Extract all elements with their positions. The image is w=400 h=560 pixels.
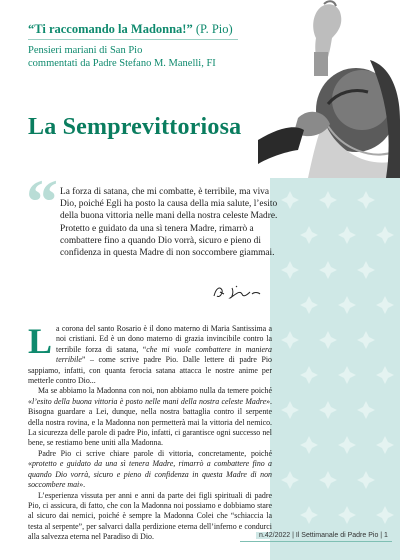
padre-pio-photo <box>258 0 400 178</box>
signature-icon <box>210 282 270 302</box>
quote-mark-icon: “ <box>26 166 58 237</box>
paragraph-1-end: ” – come scrive padre Pio. Dalle lettere di padre Pio sappiamo, infatti, con quanta ferocia satana attacca le nostre anime per metterle contro Dio... <box>28 355 272 386</box>
paragraph-3-end: ». <box>79 480 86 490</box>
paragraph-2-emphasis: l’esito della buona vittoria è posto nelle mani della nostra celeste Madre <box>31 396 267 406</box>
header-subtitle <box>28 44 258 70</box>
intro-quote: La forza di satana, che mi combatte, è terribile, ma viva Dio, poiché Egli ha posto la causa della mia salute, l’esito della buona vittoria nelle mani della nostra celeste Madre. Protetto e guidato da una sì tenera Madre, rimarrò a combattere fino a quando Dio vorrà, sicuro e pieno di confidenza in questa Madre di non soccombere giammai. <box>60 187 278 259</box>
paragraph-1-emphasis: che mi vuole combattere in maniera terribile <box>56 344 272 365</box>
paragraph-4: L’esperienza vissuta per anni e anni da parte dei figli spirituali di padre Pio, ci assicura, di fatto, che con la Madonna noi possiamo e dobbiamo stare al sicuro dai nemici, poiché è sempre la Madonna Colei che “schiaccia la testa al serpente”, per salvarci dalla perdizione eterna dell’inferno e condurci alla salvezza eterna nel Paradiso di Dio. <box>28 490 272 542</box>
subtitle-line-1: Pensieri mariani di San Pio <box>28 45 143 56</box>
paragraph-1 <box>28 321 272 386</box>
dropcap: L <box>28 321 53 361</box>
article-body <box>28 321 272 543</box>
paragraph-3-text: Padre Pio ci scrive chiare parole di vittoria, concretamente, poiché « <box>28 448 272 469</box>
paragraph-1-text: a corona del santo Rosario è il dono materno di Maria Santissima a noi cristiani. Ed è un dono materno di grazia invincibile contro la terribile forza di satana, “ <box>56 324 272 354</box>
cross-icons <box>281 191 394 524</box>
paragraph-2 <box>28 386 272 448</box>
paragraph-3 <box>28 449 272 491</box>
header-quote <box>28 22 258 37</box>
header-divider <box>28 39 238 40</box>
paragraph-3-emphasis: protetto e guidato da una sì tenera Madre, rimarrò a combattere fino a quando Dio vorrà, sicuro e pieno di confidenza in questa Madre di non soccombere mai <box>28 459 272 490</box>
article-title: La Semprevittoriosa <box>28 114 242 140</box>
header-quote-attribution: (P. Pio) <box>195 22 233 36</box>
subtitle-line-2: commentati da Padre Stefano M. Manelli, FI <box>28 58 216 69</box>
page-footer: n.42/2022 | Il Settimanale di Padre Pio | 1 <box>256 532 391 539</box>
header-quote-text: “Ti raccomando la Madonna!” <box>28 22 193 36</box>
paragraph-2-text: Ma se abbiamo la Madonna con noi, non abbiamo nulla da temere poiché « <box>28 386 272 406</box>
footer-divider <box>240 541 392 542</box>
paragraph-2-end: ». Bisogna guardare a Lei, dunque, nella nostra battaglia contro il serpente della nostra rovina, e la Madonna non permetterà mai la vittoria del nemico. La sicurezza delle parole di padre Pio, infatti, ci garantisce ogni successo nel bene, se restiamo bene uniti alla Madonna. <box>28 396 272 448</box>
